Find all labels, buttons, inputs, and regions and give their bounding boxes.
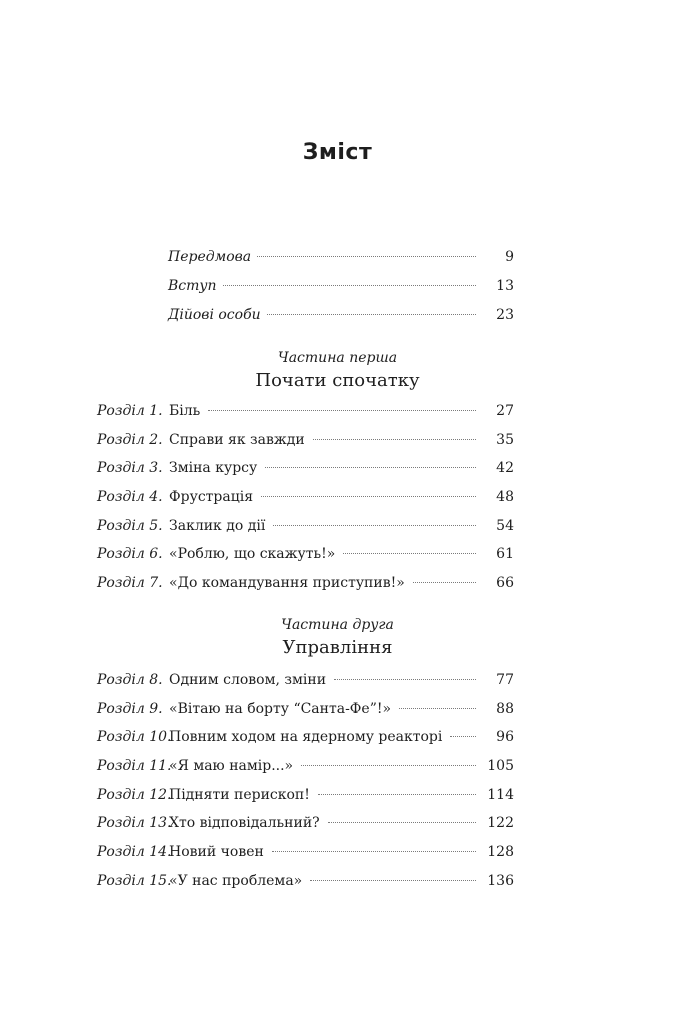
toc-chapter-7[interactable] bbox=[97, 575, 514, 595]
page-title: Зміст bbox=[302, 140, 373, 165]
page-number: 61 bbox=[496, 546, 514, 562]
dot-leader bbox=[399, 708, 476, 709]
chapter-title: «У нас проблема» bbox=[169, 873, 303, 889]
chapter-title: «Я маю намір...» bbox=[169, 758, 294, 774]
page-number: 35 bbox=[496, 432, 514, 448]
chapter-title: Одним словом, зміни bbox=[169, 672, 327, 688]
dot-leader bbox=[413, 582, 476, 583]
chapter-label: Розділ 7. bbox=[97, 575, 163, 591]
chapter-label: Розділ 12. bbox=[97, 787, 172, 803]
page-number: 77 bbox=[496, 672, 514, 688]
toc-chapter-14[interactable] bbox=[97, 844, 514, 864]
dot-leader bbox=[223, 285, 476, 286]
toc-entry-characters[interactable] bbox=[168, 307, 514, 327]
page-number: 136 bbox=[487, 873, 514, 889]
chapter-title: Хто відповідальний? bbox=[169, 815, 320, 831]
toc-chapter-11[interactable] bbox=[97, 758, 514, 778]
page-number: 54 bbox=[496, 518, 514, 534]
dot-leader bbox=[328, 822, 476, 823]
toc-chapter-1[interactable] bbox=[97, 403, 514, 423]
chapter-title: Підняти перископ! bbox=[169, 787, 310, 803]
page-number: 23 bbox=[496, 307, 514, 323]
chapter-label: Розділ 15. bbox=[97, 873, 172, 889]
page-number: 105 bbox=[487, 758, 514, 774]
chapter-label: Розділ 9. bbox=[97, 701, 163, 717]
toc-chapter-4[interactable] bbox=[97, 489, 514, 509]
chapter-label: Розділ 5. bbox=[97, 518, 163, 534]
entry-label: Передмова bbox=[168, 249, 252, 265]
toc-chapter-15[interactable] bbox=[97, 873, 514, 893]
chapter-title: Заклик до дії bbox=[169, 518, 266, 534]
chapter-title: Повним ходом на ядерному реакторі bbox=[169, 729, 443, 745]
chapter-label: Розділ 2. bbox=[97, 432, 163, 448]
part-2-title: Управління bbox=[282, 637, 393, 658]
page-number: 122 bbox=[487, 815, 514, 831]
chapter-title: Справи як завжди bbox=[169, 432, 305, 448]
dot-leader bbox=[265, 467, 476, 468]
chapter-label: Розділ 10. bbox=[97, 729, 172, 745]
toc-chapter-2[interactable] bbox=[97, 432, 514, 452]
toc-chapter-6[interactable] bbox=[97, 546, 514, 566]
toc-chapter-12[interactable] bbox=[97, 787, 514, 807]
page-number: 48 bbox=[496, 489, 514, 505]
page-number: 13 bbox=[496, 278, 514, 294]
entry-label: Вступ bbox=[168, 278, 217, 294]
entry-label: Дійові особи bbox=[168, 307, 261, 323]
toc-entry-foreword[interactable] bbox=[168, 249, 514, 269]
chapter-title: «Роблю, що скажуть!» bbox=[169, 546, 336, 562]
chapter-label: Розділ 13. bbox=[97, 815, 172, 831]
dot-leader bbox=[301, 765, 476, 766]
dot-leader bbox=[310, 880, 476, 881]
toc-entry-introduction[interactable] bbox=[168, 278, 514, 298]
page-number: 114 bbox=[487, 787, 514, 803]
dot-leader bbox=[267, 314, 476, 315]
chapter-label: Розділ 8. bbox=[97, 672, 163, 688]
toc-chapter-5[interactable] bbox=[97, 518, 514, 538]
dot-leader bbox=[313, 439, 476, 440]
part-1-title: Почати спочатку bbox=[255, 370, 420, 391]
chapter-label: Розділ 1. bbox=[97, 403, 163, 419]
page-number: 128 bbox=[487, 844, 514, 860]
chapter-title: «До командування приступив!» bbox=[169, 575, 405, 591]
part-1-subtitle: Частина перша bbox=[277, 350, 398, 366]
dot-leader bbox=[318, 794, 476, 795]
chapter-label: Розділ 14. bbox=[97, 844, 172, 860]
part-2-subtitle: Частина друга bbox=[281, 617, 394, 633]
chapter-title: Новий човен bbox=[169, 844, 264, 860]
toc-chapter-9[interactable] bbox=[97, 701, 514, 721]
dot-leader bbox=[257, 256, 476, 257]
chapter-title: «Вітаю на борту “Санта-Фе”!» bbox=[169, 701, 392, 717]
dot-leader bbox=[272, 851, 476, 852]
chapter-title: Зміна курсу bbox=[169, 460, 258, 476]
dot-leader bbox=[343, 553, 476, 554]
dot-leader bbox=[261, 496, 476, 497]
page-number: 66 bbox=[496, 575, 514, 591]
page-number: 88 bbox=[496, 701, 514, 717]
toc-chapter-13[interactable] bbox=[97, 815, 514, 835]
chapter-label: Розділ 4. bbox=[97, 489, 163, 505]
toc-chapter-10[interactable] bbox=[97, 729, 514, 749]
dot-leader bbox=[334, 679, 476, 680]
dot-leader bbox=[208, 410, 476, 411]
toc-chapter-3[interactable] bbox=[97, 460, 514, 480]
chapter-title: Фрустрація bbox=[169, 489, 254, 505]
chapter-label: Розділ 6. bbox=[97, 546, 163, 562]
page-number: 27 bbox=[496, 403, 514, 419]
dot-leader bbox=[450, 736, 476, 737]
chapter-title: Біль bbox=[169, 403, 201, 419]
toc-chapter-8[interactable] bbox=[97, 672, 514, 692]
page-number: 42 bbox=[496, 460, 514, 476]
page-number: 96 bbox=[496, 729, 514, 745]
chapter-label: Розділ 11. bbox=[97, 758, 172, 774]
dot-leader bbox=[273, 525, 476, 526]
page-number: 9 bbox=[505, 249, 514, 265]
chapter-label: Розділ 3. bbox=[97, 460, 163, 476]
